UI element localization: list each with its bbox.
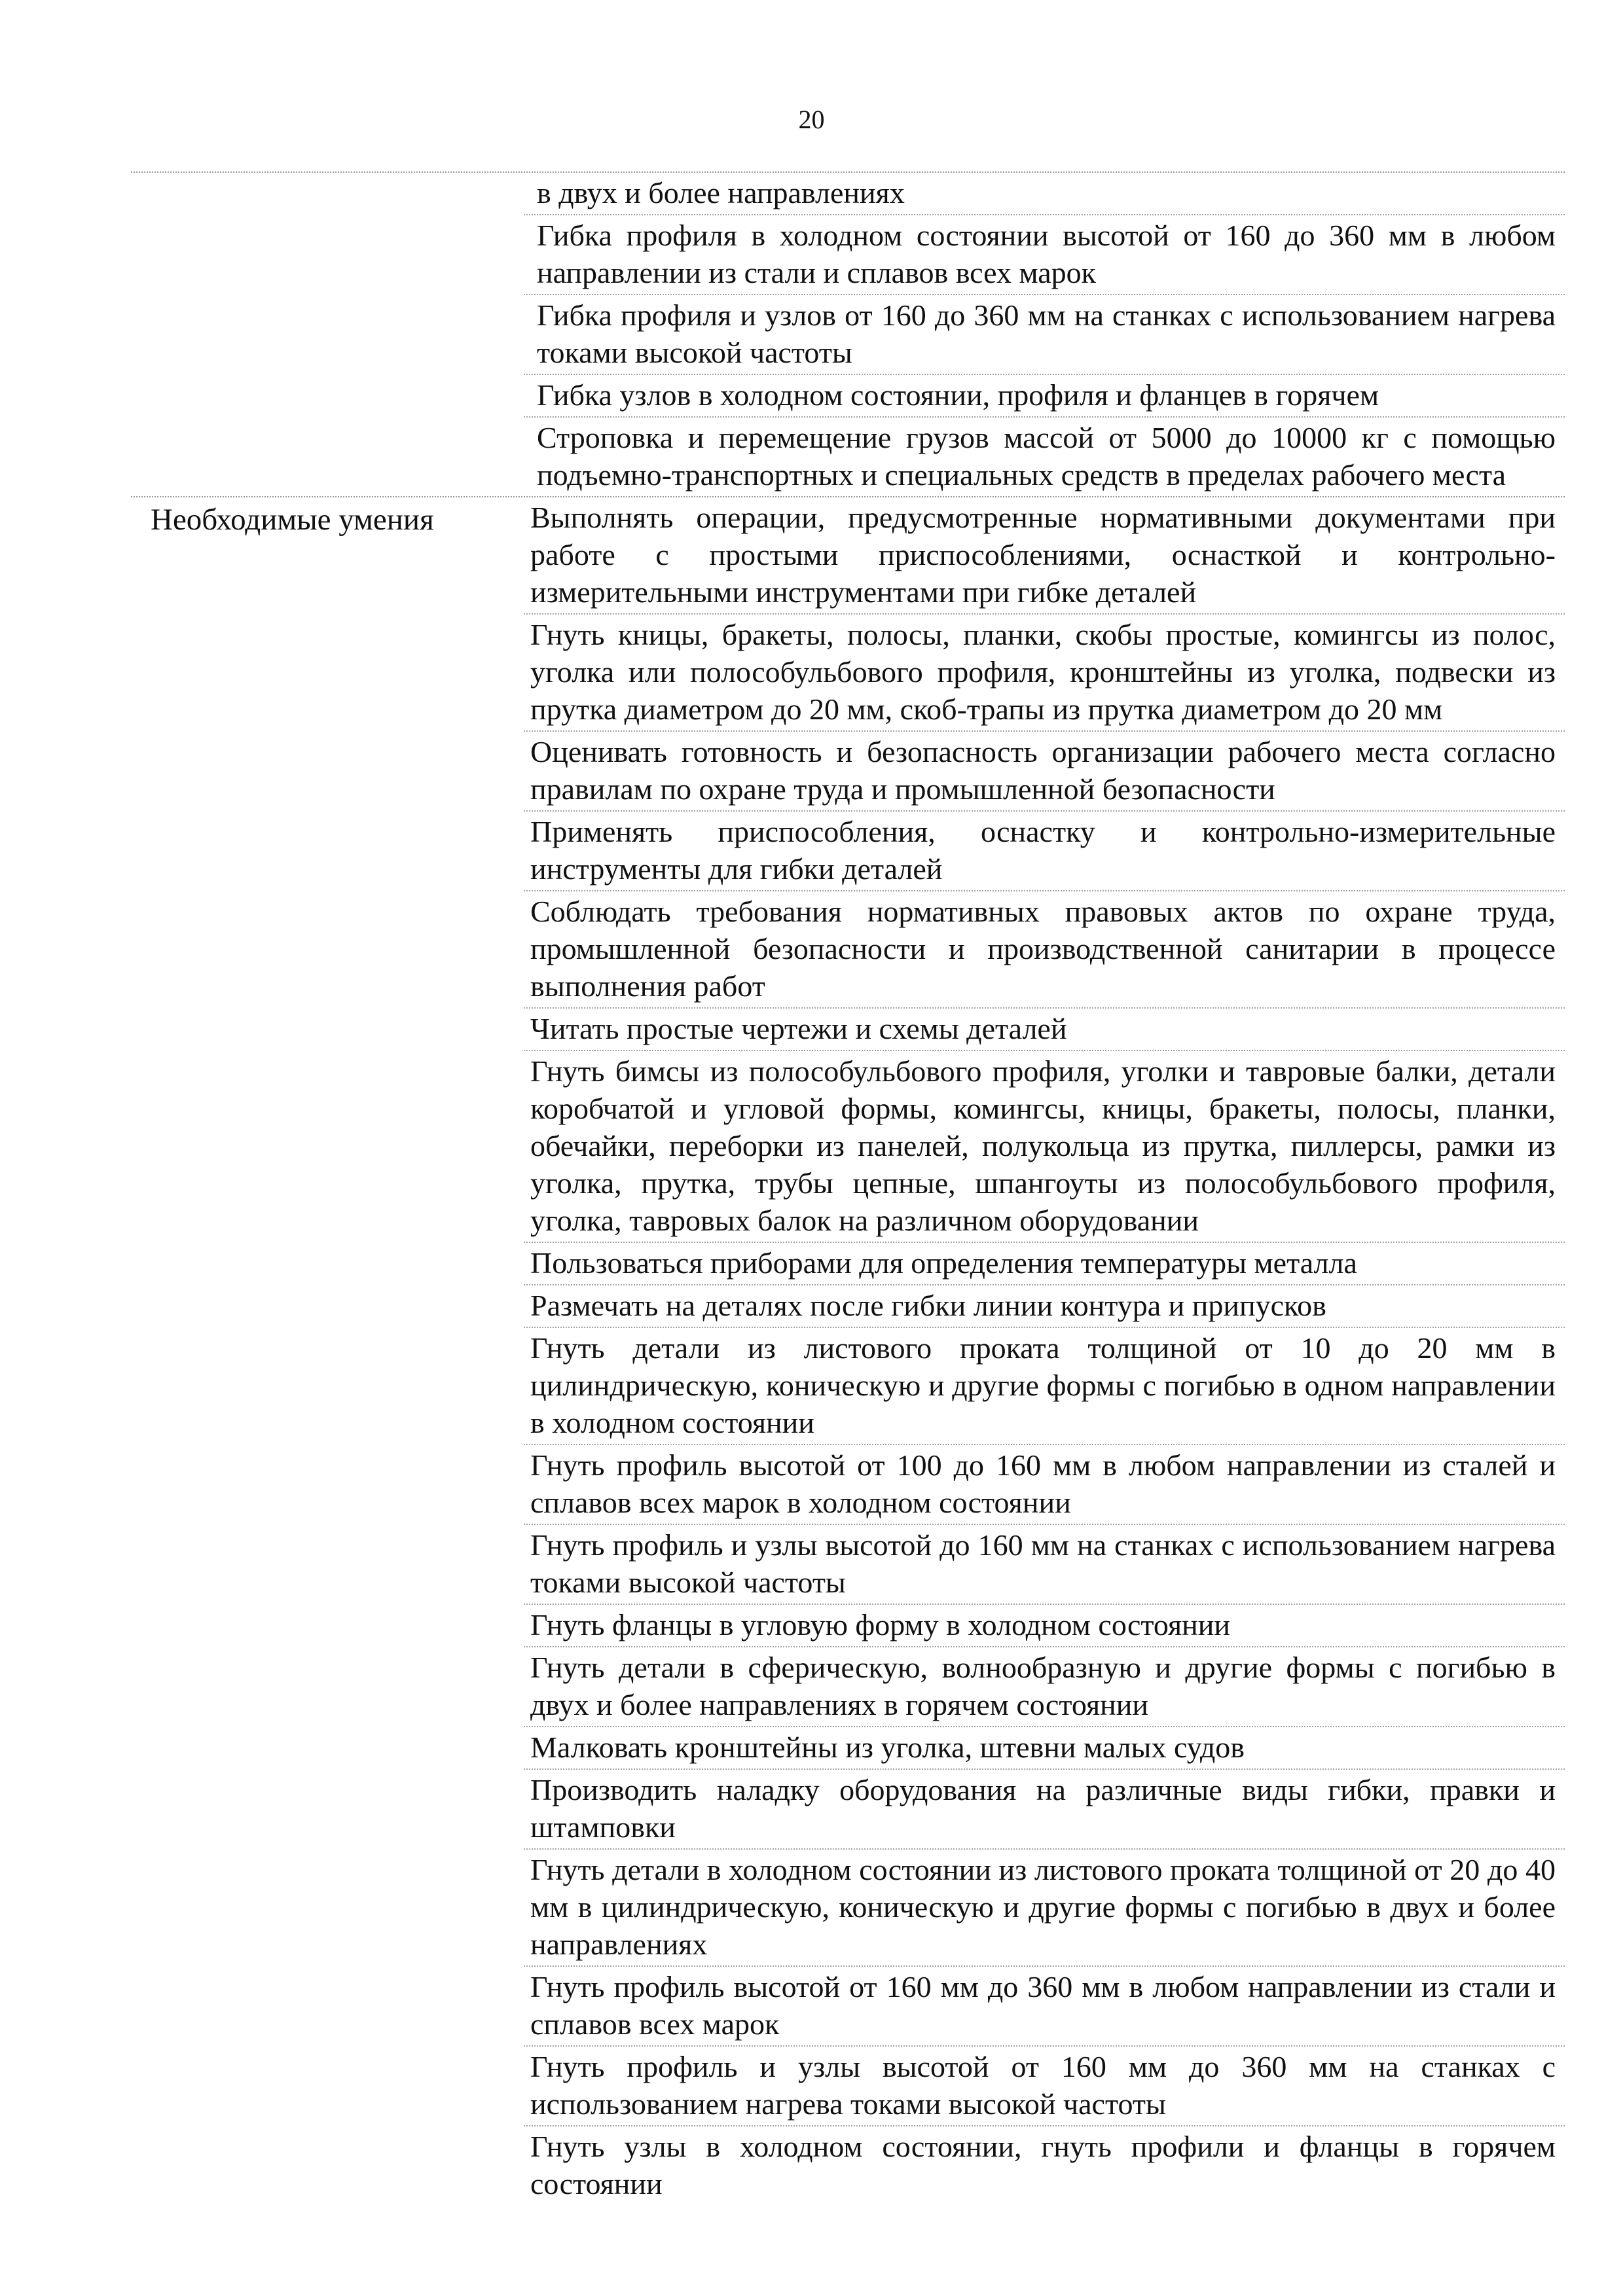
list-item: Гибка профиля и узлов от 160 до 360 мм на станках с использованием нагрева токами высокой частоты: [524, 295, 1565, 375]
list-item: Гнуть кницы, бракеты, полосы, планки, скобы простые, комингсы из полос, уголка или полособульбового профиля, кронштейны из уголка, подвески из прутка диаметром до 20 мм, скоб-трапы из прутка диаметром до 20 мм: [524, 615, 1565, 732]
list-item: Гнуть профиль и узлы высотой от 160 мм до 360 мм на станках с использованием нагрева токами высокой частоты: [524, 2047, 1565, 2126]
list-item: Гнуть фланцы в угловую форму в холодном состоянии: [524, 1605, 1565, 1647]
list-item: Гнуть детали в холодном состоянии из листового проката толщиной от 20 до 40 мм в цилиндрическую, коническую и другие формы с погибью в двух и более направлениях: [524, 1850, 1565, 1967]
section-label: [131, 173, 517, 496]
section-work-actions-continued: [131, 173, 1565, 496]
list-item: Строповка и перемещение грузов массой от 5000 до 10000 кг с помощью подъемно-транспортных и специальных средств в пределах рабочего места: [537, 421, 1556, 492]
list-item: Размечать на деталях после гибки линии контура и припусков: [524, 1285, 1565, 1328]
list-item: Производить наладку оборудования на различные виды гибки, правки и штамповки: [524, 1770, 1565, 1850]
list-item: Соблюдать требования нормативных правовых актов по охране труда, промышленной безопасности и производственной санитарии в процессе выполнения работ: [524, 891, 1565, 1009]
section-required-skills: [131, 496, 1565, 2205]
list-item: Гнуть профиль высотой от 160 мм до 360 мм в любом направлении из стали и сплавов всех марок: [524, 1967, 1565, 2047]
list-item: Гнуть детали в сферическую, волнообразную и другие формы с погибью в двух и более направлениях в горячем состоянии: [524, 1647, 1565, 1727]
list-item: Гибка профиля в холодном состоянии высотой от 160 до 360 мм в любом направлении из стали и сплавов всех марок: [524, 215, 1565, 295]
list-item: Выполнять операции, предусмотренные нормативными документами при работе с простыми приспособлениями, оснасткой и контрольно-измерительными инструментами при гибке деталей: [524, 497, 1565, 615]
section-items: [517, 173, 1565, 496]
list-item: Читать простые чертежи и схемы деталей: [524, 1009, 1565, 1051]
list-item: Гнуть профиль высотой от 100 до 160 мм в любом направлении из сталей и сплавов всех марок в холодном состоянии: [524, 1445, 1565, 1525]
list-item: Гнуть узлы в холодном состоянии, гнуть профили и фланцы в горячем состоянии: [530, 2130, 1556, 2200]
list-item: Малковать кронштейны из уголка, штевни малых судов: [524, 1727, 1565, 1770]
list-item: Пользоваться приборами для определения температуры металла: [524, 1243, 1565, 1285]
list-item: Гибка узлов в холодном состоянии, профиля и фланцев в горячем: [524, 375, 1565, 418]
list-item: в двух и более направлениях: [524, 173, 1565, 215]
list-item: Гнуть профиль и узлы высотой до 160 мм на станках с использованием нагрева токами высокой частоты: [524, 1525, 1565, 1605]
list-item: Гнуть детали из листового проката толщиной от 10 до 20 мм в цилиндрическую, коническую и другие формы с погибью в одном направлении в холодном состоянии: [524, 1328, 1565, 1445]
page-number: 20: [798, 105, 825, 134]
section-label: Необходимые умения: [151, 503, 434, 537]
list-item: Гнуть бимсы из полособульбового профиля, уголки и тавровые балки, детали коробчатой и угловой формы, комингсы, кницы, бракеты, полосы, планки, обечайки, переборки из панелей, полукольца из прутка, пиллерсы, рамки из уголка, прутка, трубы цепные, шпангоуты из полособульбового профиля, уголка, тавровых балок на различном оборудовании: [524, 1051, 1565, 1243]
requirements-table: [131, 171, 1565, 2205]
list-item: Оценивать готовность и безопасность организации рабочего места согласно правилам по охране труда и промышленной безопасности: [524, 732, 1565, 812]
section-items: [517, 497, 1565, 2205]
list-item: Применять приспособления, оснастку и контрольно-измерительные инструменты для гибки деталей: [524, 812, 1565, 891]
